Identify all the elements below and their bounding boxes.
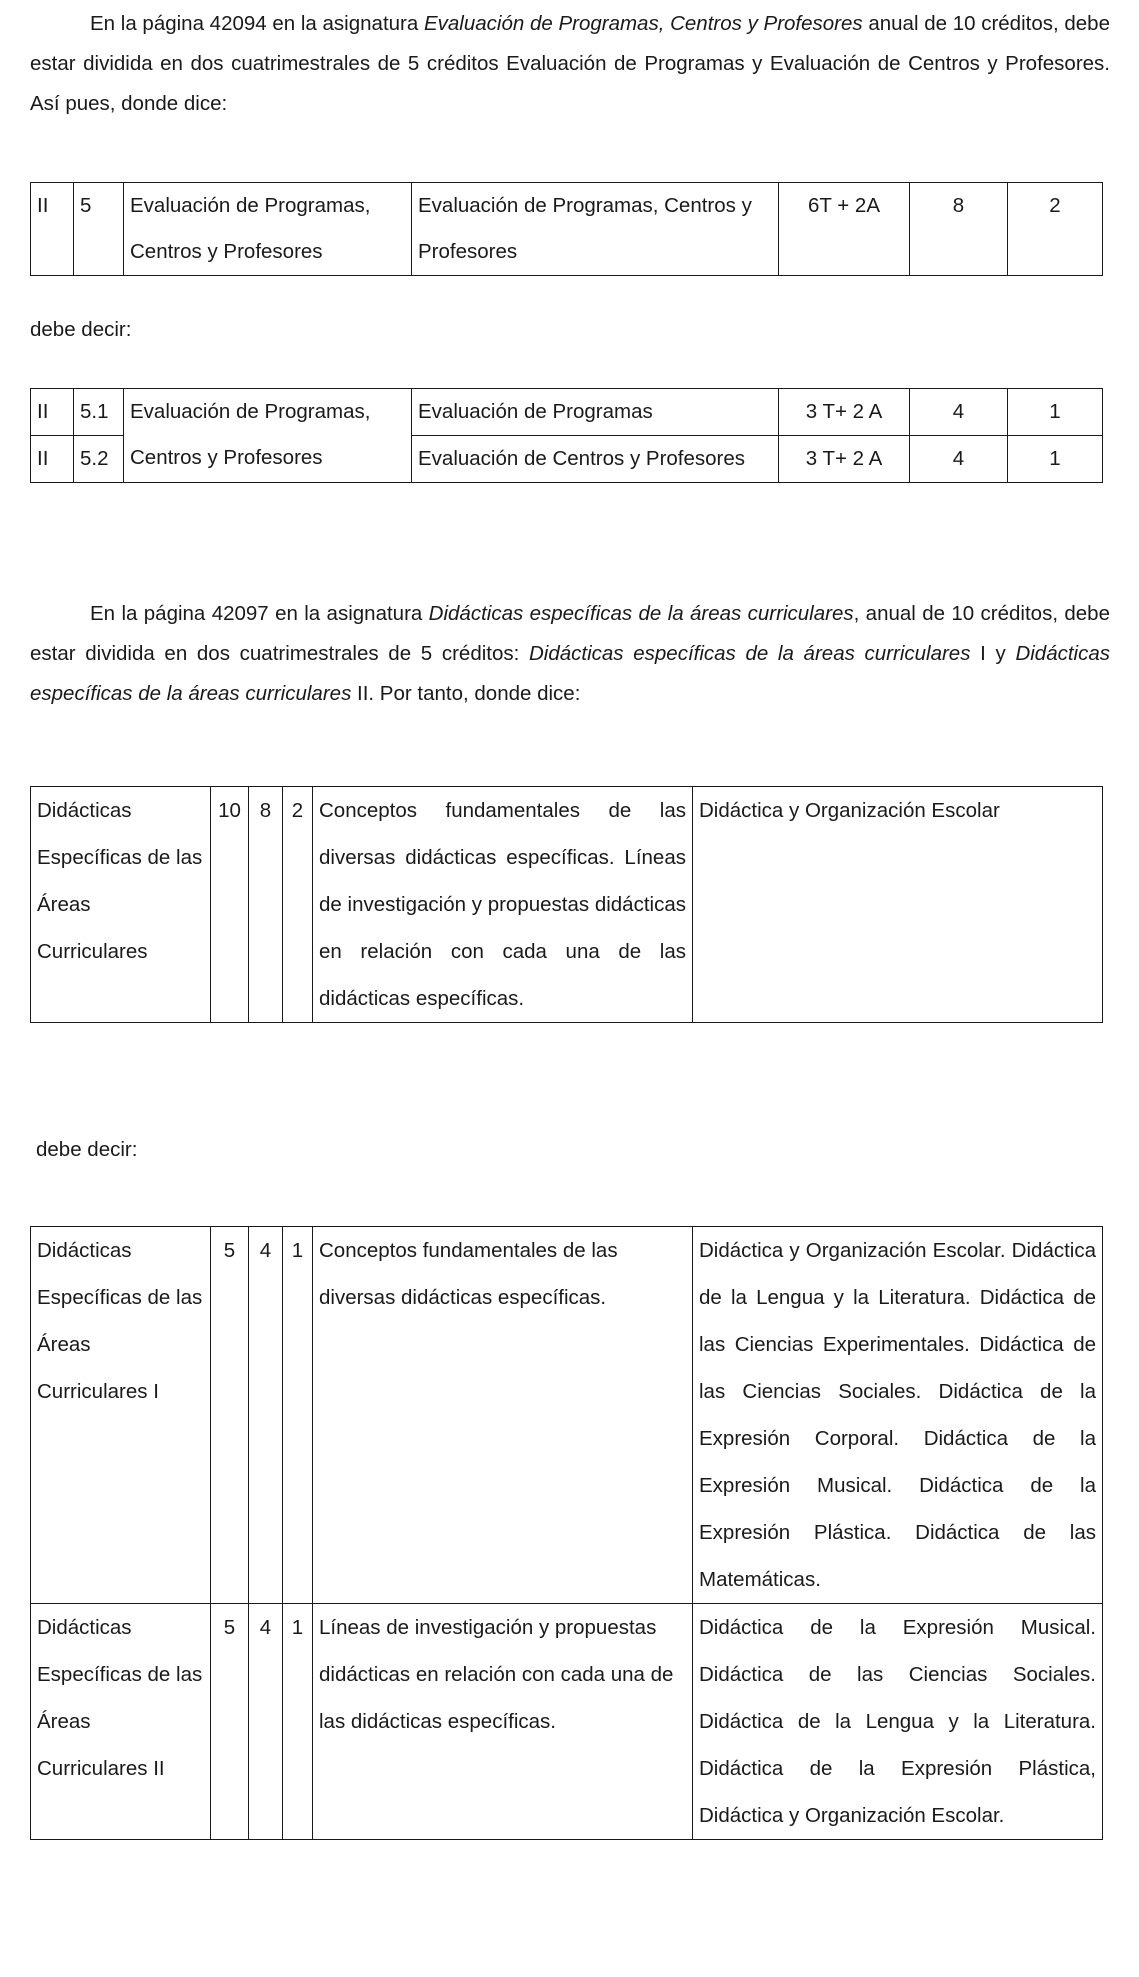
cell-col7: 1 — [1008, 389, 1103, 436]
table-row — [31, 183, 1103, 276]
cell-description: Líneas de investigación y propuestas didácticas en relación con cada una de las didácticas específicas. — [313, 1604, 693, 1840]
cell-curso: II — [31, 436, 74, 483]
cell-n3: 2 — [283, 787, 313, 1023]
cell-creditos: 3 T+ 2 A — [779, 436, 910, 483]
cell-creditos: 3 T+ 2 A — [779, 389, 910, 436]
subject-name: Didácticas específicas de la áreas curriculares — [428, 602, 854, 625]
cell-n3: 1 — [283, 1604, 313, 1840]
table-row — [31, 389, 1103, 436]
cell-col3: Evaluación de Programas, Centros y Profesores — [124, 183, 412, 276]
cell-curso: II — [31, 389, 74, 436]
cell-n2: 4 — [249, 1227, 283, 1604]
cell-col6: 4 — [910, 389, 1008, 436]
cell-curso: II — [31, 183, 74, 276]
table-corrected-2 — [30, 1226, 1103, 1840]
cell-areas: Didáctica y Organización Escolar — [693, 787, 1103, 1023]
cell-areas: Didáctica y Organización Escolar. Didáctica de la Lengua y la Literatura. Didáctica de las Ciencias Experimentales. Didáctica de las Ciencias Sociales. Didáctica de la Expresión Corporal. Didáctica de la Expresión Musical. Didáctica de la Expresión Plástica. Didáctica de las Matemáticas. — [693, 1227, 1103, 1604]
subject-name: Evaluación de Programas, Centros y Profesores — [423, 12, 863, 35]
cell-n2: 4 — [249, 1604, 283, 1840]
table-original-1 — [30, 182, 1103, 276]
cell-description: Conceptos fundamentales de las diversas didácticas específicas. — [313, 1227, 693, 1604]
cell-n2: 8 — [249, 787, 283, 1023]
cell-areas: Didáctica de la Expresión Musical. Didáctica de las Ciencias Sociales. Didáctica de la Lengua y la Literatura. Didáctica de la Expresión Plástica, Didáctica y Organización Escolar. — [693, 1604, 1103, 1840]
cell-n1: 10 — [211, 787, 249, 1023]
table-row — [31, 1227, 1103, 1604]
paragraph-2: En la página 42097 en la asignatura Didácticas específicas de la áreas curriculares, anual de 10 créditos, debe estar dividida en dos cuatrimestrales de 5 créditos: Didácticas específicas de la áreas curriculares I y Didácticas específicas de la áreas curriculares II. Por tanto, donde dice: — [30, 602, 1110, 705]
cell-creditos: 6T + 2A — [779, 183, 910, 276]
cell-col6: 8 — [910, 183, 1008, 276]
cell-subject: Didácticas Específicas de las Áreas Curriculares I — [31, 1227, 211, 1604]
debe-decir-label: debe decir: — [36, 1138, 138, 1161]
cell-subject: Didácticas Específicas de las Áreas Curriculares — [31, 787, 211, 1023]
cell-col4: Evaluación de Centros y Profesores — [412, 436, 779, 483]
cell-n3: 1 — [283, 1227, 313, 1604]
cell-col6: 4 — [910, 436, 1008, 483]
cell-col4: Evaluación de Programas — [412, 389, 779, 436]
cell-n1: 5 — [211, 1227, 249, 1604]
cell-n1: 5 — [211, 1604, 249, 1840]
cell-num: 5 — [74, 183, 124, 276]
paragraph-1: En la página 42094 en la asignatura Evaluación de Programas, Centros y Profesores anual de 10 créditos, debe estar dividida en dos cuatrimestrales de 5 créditos Evaluación de Programas y Evaluación de Centros y Profesores. Así pues, donde dice: — [30, 12, 1110, 115]
cell-merged-col3: Evaluación de Programas, Centros y Profesores — [124, 389, 412, 483]
table-original-2 — [30, 786, 1103, 1023]
cell-col7: 2 — [1008, 183, 1103, 276]
table-row — [31, 787, 1103, 1023]
cell-description: Conceptos fundamentales de las diversas didácticas específicas. Líneas de investigación y propuestas didácticas en relación con cada una de las didácticas específicas. — [313, 787, 693, 1023]
cell-num: 5.2 — [74, 436, 124, 483]
cell-num: 5.1 — [74, 389, 124, 436]
cell-col4: Evaluación de Programas, Centros y Profesores — [412, 183, 779, 276]
table-corrected-1 — [30, 388, 1103, 483]
table-row — [31, 1604, 1103, 1840]
cell-subject: Didácticas Específicas de las Áreas Curriculares II — [31, 1604, 211, 1840]
debe-decir-label: debe decir: — [30, 318, 132, 341]
cell-col7: 1 — [1008, 436, 1103, 483]
